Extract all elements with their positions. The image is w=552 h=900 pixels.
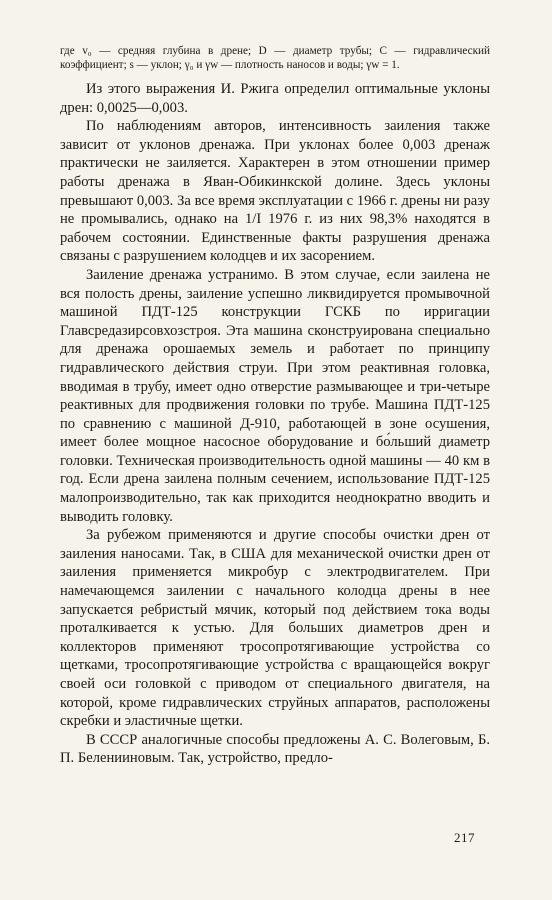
paragraph-5: В СССР аналогичные способы предложены А. С. Волеговым, Б. П. Беленииновым. Так, устройство, предло-	[60, 731, 490, 767]
paragraph-1: Из этого выражения И. Ржига определил оптимальные уклоны дрен: 0,0025—0,003.	[60, 81, 490, 116]
paragraph-4: За рубежом применяются и другие способы очистки дрен от заиления наносами. Так, в США для механической очистки дрен от заиления применяется микробур с электродвигателем. При намечающемся заилении с начального колодца дрены в нее запускается ребристый мячик, который под действием тока воды проталкивается к устью. Для больших диаметров дрен и коллекторов применяют тросопротягивающие устройства со щетками, тросопротягивающие устройства с вращающейся вокруг своей оси головкой с приводом от специального двигателя, на которой, кроме гидравлических струйных аппаратов, расположены скребки и эластичные щетки.	[60, 527, 490, 730]
paragraph-3: Заиление дренажа устранимо. В этом случае, если заилена не вся полость дрены, заиление успешно ликвидируется промывочной машиной ПДТ-125 конструкции ГСКБ по ирригации Главсредазирсовхозстроя. Эта машина сконструирована специально для дренажа орошаемых земель и работает по принципу гидравлического действия струи. При этом реактивная головка, вводимая в трубу, имеет одно отверстие размывающее и три-четыре реактивных для продвижения головки по трубе. Машина ПДТ-125 по сравнению с машиной Д-910, работающей в зоне осушения, имеет более мощное насосное оборудование и бо́льший диаметр головки. Техническая производительность одной машины — 40 км в год. Если дрена заилена полным сечением, использование ПДТ-125 малопроизводительно, так как приходится неоднократно вводить и выводить головку.	[60, 266, 490, 525]
page-body	[60, 44, 490, 768]
footnote-text: где v₀ — средняя глубина в дрене; D — диаметр трубы; C — гидравлический коэффициент; s — уклон; γ₀ и γw — плотность наносов и воды; γw = 1.	[60, 45, 490, 71]
page-number: 217	[454, 830, 475, 845]
paragraph-2: По наблюдениям авторов, интенсивность заиления также зависит от уклонов дренажа. При уклонах более 0,003 дренаж практически не заиляется. Характерен в этом отношении пример работы дренажа в Яван-Обикинкской долине. Здесь уклоны превышают 0,003. За все время эксплуатации с 1966 г. дрены ни разу не промывались, однако на 1/I 1976 г. из них 98,3% находятся в рабочем состоянии. Единственные факты разрушения дренажа связаны с разрушением колодцев и их засорением.	[60, 118, 490, 265]
